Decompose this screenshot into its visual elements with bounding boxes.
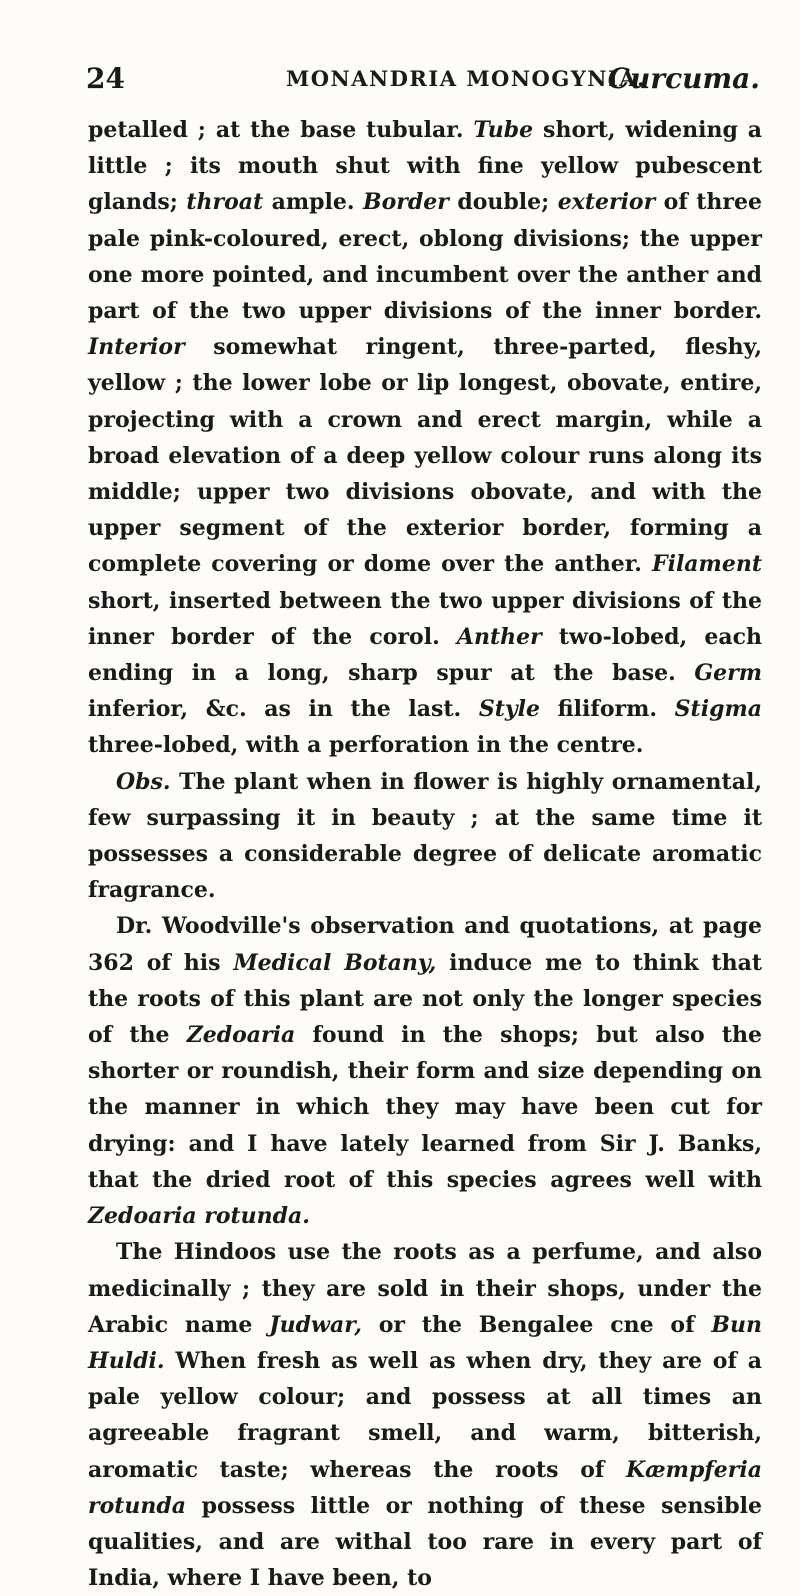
text-run: of three pale pink-coloured, erect, oblong divisions; the upper one more pointed, and incumbent over the anther and part of the two upper divisions of the inner border. (88, 189, 762, 325)
body-text (88, 112, 762, 1596)
italic-term: Germ (694, 660, 762, 687)
italic-term: Style (478, 696, 540, 723)
running-header (86, 62, 760, 98)
paragraph (88, 112, 762, 764)
italic-term: Obs. (116, 768, 171, 795)
text-run: When fresh as well as when dry, they are of a pale yellow colour; and possess at all times an agreeable fragrant smell, and warm, bitterish, aromatic taste; whereas the roots of (88, 1347, 762, 1483)
italic-term: Tube (473, 117, 534, 143)
text-run: double; (448, 189, 558, 216)
italic-term: Bun Huldi. (88, 1311, 762, 1374)
section-title: MONANDRIA MONOGYNIA. (286, 66, 646, 91)
italic-term: Zedoaria (186, 1022, 296, 1049)
paragraph (88, 908, 762, 1234)
italic-term: Filament (651, 551, 762, 578)
text-run: The Hindoos use the roots as a perfume, and also medicinally ; they are sold in their shops, under the Arabic name (88, 1239, 762, 1338)
text-run: filiform. (540, 696, 675, 723)
text-run: short, inserted between the two upper divisions of the inner border of the corol. (88, 587, 762, 650)
text-run: somewhat ringent, three-parted, fleshy, yellow ; the lower lobe or lip longest, obovate, entire, projecting with a crown and erect margin, while a broad elevation of a deep yellow colour runs along its middle; upper two divisions obovate, and with the upper segment of the exterior border, forming a complete covering or dome over the anther. (88, 334, 762, 578)
text-run: Dr. Woodville's observation and quotations, at page 362 of his (88, 913, 762, 976)
text-run: or the Bengalee cne of (361, 1311, 712, 1338)
text-run: ample. (263, 189, 364, 216)
text-run: three-lobed, with a perforation in the centre. (88, 732, 644, 759)
text-run: found in the shops; but also the shorter or roundish, their form and size depending on the manner in which they may have been cut for drying: and I have lately learned from Sir J. Banks, that the dried root of this species agrees well with (88, 1022, 762, 1193)
italic-term: Judwar, (269, 1311, 362, 1338)
italic-term: Interior (88, 334, 185, 361)
text-run: short, widening a little ; its mouth shut with fine yellow pubescent glands; (88, 117, 763, 216)
italic-term: Anther (456, 623, 542, 650)
text-run: induce me to think that the roots of this plant are not only the longer species of the (88, 949, 762, 1049)
text-run: two-lobed, each ending in a long, sharp spur at the base. (88, 623, 762, 687)
italic-term: throat (186, 189, 264, 216)
italic-term: exterior (557, 189, 656, 216)
italic-term: Medical Botany, (233, 949, 437, 976)
page-number: 24 (86, 62, 125, 95)
paragraph (88, 764, 762, 909)
italic-term: Stigma (674, 696, 762, 723)
text-run: inferior, &c. as in the last. (88, 696, 479, 723)
genus-title: Curcuma. (607, 62, 760, 95)
italic-term: Zedoaria rotunda. (88, 1203, 310, 1230)
text-run: The plant when in flower is highly ornamental, few surpassing it in beauty ; at the same time it possesses a considerable degree of delicate aromatic fragrance. (88, 768, 762, 904)
italic-term: Kæmpferia rotunda (88, 1456, 762, 1519)
italic-term: Border (363, 189, 449, 216)
text-run: petalled ; at the base tubular. (88, 117, 474, 143)
paragraph (88, 1234, 762, 1596)
text-run: possess little or nothing of these sensible qualities, and are withal too rare in every part of India, where I have been, to (88, 1492, 762, 1592)
